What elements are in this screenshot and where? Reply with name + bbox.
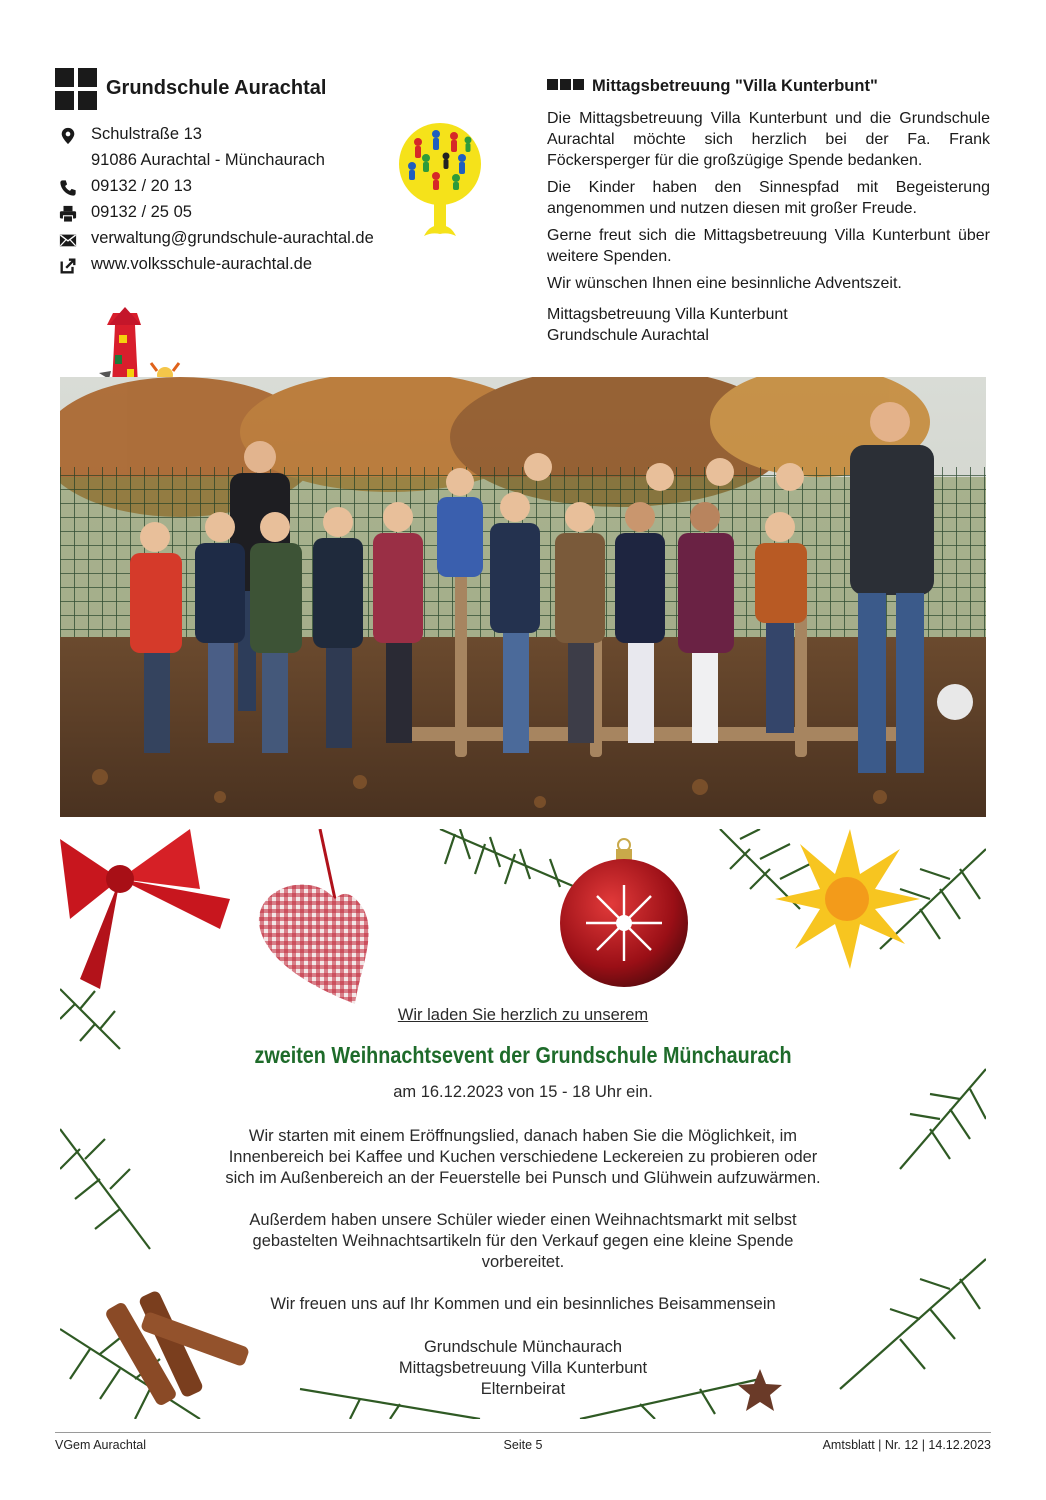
article-title-text: Mittagsbetreuung "Villa Kunterbunt" bbox=[592, 77, 878, 95]
poster-signature: Mittagsbetreuung Villa Kunterbunt bbox=[398, 1359, 648, 1377]
phone-icon bbox=[58, 179, 78, 197]
poster-date-line: am 16.12.2023 von 15 - 18 Uhr ein. bbox=[393, 1083, 653, 1101]
address-line-2: 91086 Aurachtal - Münchaurach bbox=[91, 151, 325, 169]
poster-paragraph-line: Außerdem haben unsere Schüler wieder einen Weihnachtsmarkt mit selbst bbox=[249, 1211, 797, 1229]
article-mittagsbetreuung bbox=[547, 76, 990, 346]
address-line-1: Schulstraße 13 bbox=[91, 125, 202, 143]
article-paragraph: Die Mittagsbetreuung Villa Kunterbunt und die Grundschule Aurachtal möchte sich herzlich bei der Fa. Frank Föckersperger für die großzügige Spende bedanken. bbox=[547, 110, 990, 169]
mail-icon bbox=[58, 231, 78, 249]
poster-invite: Wir laden Sie herzlich zu unserem bbox=[397, 1006, 649, 1024]
poster-paragraph-line: Innenbereich bei Kaffee und Kuchen verschiedene Leckereien zu probieren oder bbox=[228, 1148, 818, 1166]
footer-divider bbox=[55, 1432, 991, 1433]
poster-signature: Elternbeirat bbox=[480, 1380, 566, 1398]
fax-icon bbox=[58, 205, 78, 223]
poster-paragraph-line: sich im Außenbereich an der Feuerstelle bei Punsch und Glühwein aufzuwärmen. bbox=[225, 1169, 821, 1187]
external-link-icon bbox=[58, 257, 78, 275]
title-squares-icon bbox=[547, 76, 586, 95]
footer-right: Amtsblatt | Nr. 12 | 14.12.2023 bbox=[822, 1438, 991, 1452]
poster-event-title: zweiten Weihnachtsevent der Grundschule Münchaurach bbox=[254, 1042, 792, 1068]
article-signature-2: Grundschule Aurachtal bbox=[547, 327, 709, 344]
email-link[interactable]: verwaltung@grundschule-aurachtal.de bbox=[91, 229, 374, 247]
poster-paragraph-line: vorbereitet. bbox=[481, 1253, 565, 1271]
christmas-event-poster bbox=[60, 829, 986, 1419]
poster-paragraph-line: Wir starten mit einem Eröffnungslied, danach haben Sie die Möglichkeit, im bbox=[248, 1127, 798, 1145]
location-icon bbox=[58, 127, 78, 145]
school-emblem-logo bbox=[396, 118, 484, 243]
phone-number[interactable]: 09132 / 20 13 bbox=[91, 177, 192, 195]
poster-closing: Wir freuen uns auf Ihr Kommen und ein besinnliches Beisammensein bbox=[270, 1295, 776, 1313]
christmas-ornament-icon bbox=[560, 839, 688, 987]
article-paragraph: Die Kinder haben den Sinnespfad mit Begeisterung angenommen und nutzen diesen mit großer Freude. bbox=[547, 179, 990, 217]
red-bow-icon bbox=[60, 829, 230, 989]
website-link[interactable]: www.volksschule-aurachtal.de bbox=[91, 255, 313, 273]
poster-paragraph-line: gebastelten Weihnachtsartikeln für den Verkauf gegen eine kleine Spende bbox=[252, 1232, 794, 1250]
school-name: Grundschule Aurachtal bbox=[106, 77, 327, 99]
article-signature-1: Mittagsbetreuung Villa Kunterbunt bbox=[547, 306, 788, 323]
article-title bbox=[547, 76, 990, 96]
footer-page-number: Seite 5 bbox=[503, 1438, 543, 1452]
group-photo bbox=[60, 377, 986, 817]
school-logo bbox=[55, 68, 97, 110]
article-paragraph: Wir wünschen Ihnen eine besinnliche Adventszeit. bbox=[547, 275, 902, 292]
poster-signature: Grundschule Münchaurach bbox=[423, 1338, 623, 1356]
footer-left: VGem Aurachtal bbox=[55, 1438, 147, 1452]
fax-number: 09132 / 25 05 bbox=[91, 203, 192, 221]
poster-decorations bbox=[60, 829, 986, 1419]
herrnhut-star-icon bbox=[775, 829, 920, 969]
gingham-heart-icon bbox=[259, 829, 369, 1004]
article-paragraph: Gerne freut sich die Mittagsbetreuung Villa Kunterbunt über weitere Spenden. bbox=[547, 227, 990, 265]
